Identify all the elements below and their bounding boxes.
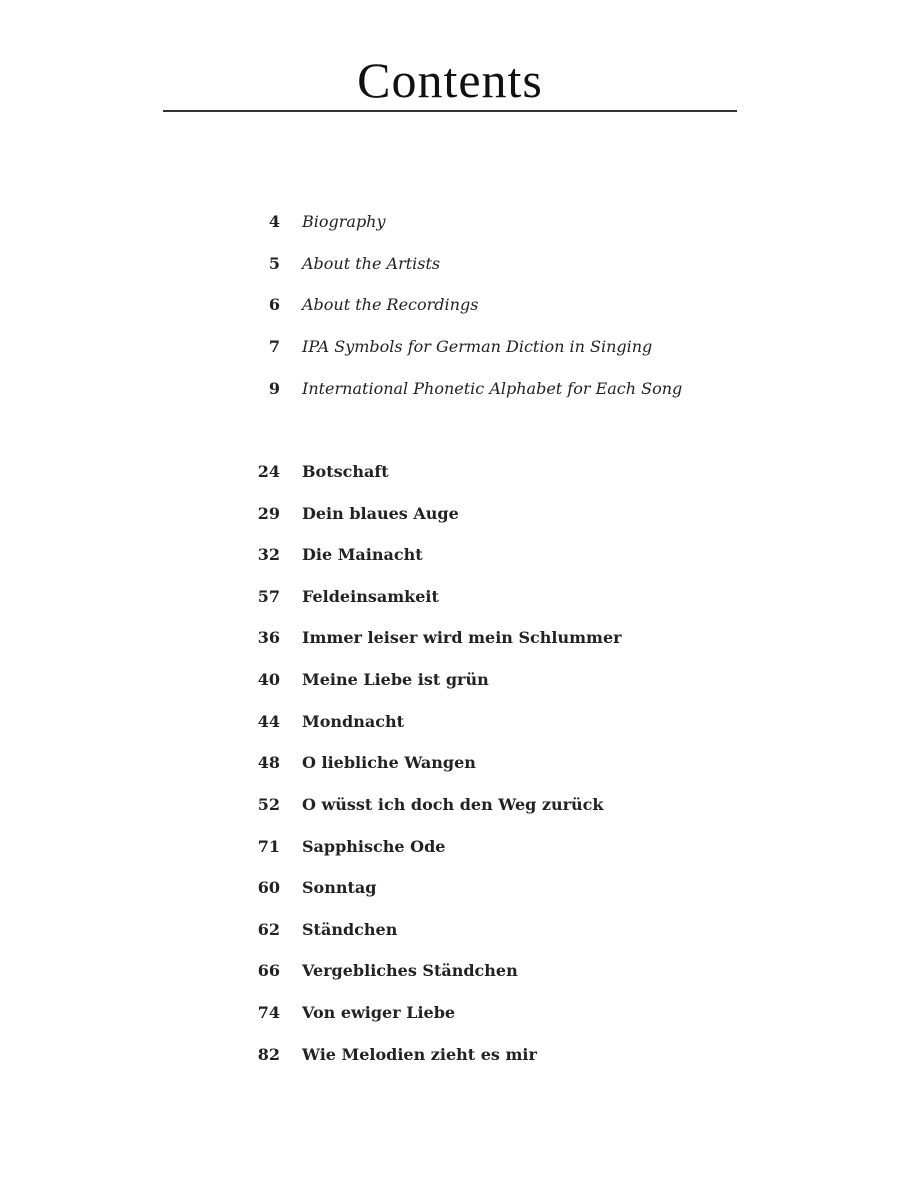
toc-entry-song[interactable]: [236, 712, 756, 738]
entry-title: About the Artists: [302, 254, 441, 273]
page-number: 48: [257, 753, 280, 772]
page-number: 44: [257, 712, 280, 731]
song-title: Dein blaues Auge: [302, 504, 459, 523]
song-title: Mondnacht: [302, 712, 404, 731]
song-title: Sapphische Ode: [302, 837, 446, 856]
song-title: Vergebliches Ständchen: [302, 961, 518, 980]
song-title: Botschaft: [302, 462, 389, 481]
page-number: 40: [257, 670, 280, 689]
toc-entry-ipa-each-song[interactable]: [236, 379, 756, 405]
song-title: Meine Liebe ist grün: [302, 670, 489, 689]
page-number: 6: [268, 295, 280, 314]
page-number: 36: [257, 628, 280, 647]
page-number: 66: [257, 961, 280, 980]
toc-entry-song[interactable]: [236, 670, 756, 696]
song-title: Sonntag: [302, 878, 377, 897]
page-number: 7: [268, 337, 280, 356]
toc-entry-song[interactable]: [236, 837, 756, 863]
page-number: 4: [268, 212, 280, 231]
entry-title: Biography: [302, 212, 386, 231]
toc-entry-about-recordings[interactable]: [236, 295, 756, 321]
toc-entry-song[interactable]: [236, 504, 756, 530]
toc-entry-song[interactable]: [236, 878, 756, 904]
entry-title: About the Recordings: [302, 295, 479, 314]
page-number: 52: [257, 795, 280, 814]
page-title: Contents: [357, 52, 543, 108]
song-title: Feldeinsamkeit: [302, 587, 439, 606]
toc-entry-song[interactable]: [236, 961, 756, 987]
page-number: 29: [257, 504, 280, 523]
toc-entry-song[interactable]: [236, 628, 756, 654]
song-title: O wüsst ich doch den Weg zurück: [302, 795, 604, 814]
toc-entry-song[interactable]: [236, 1045, 756, 1071]
toc-entry-song[interactable]: [236, 545, 756, 571]
song-title: Ständchen: [302, 920, 398, 939]
page-number: 82: [257, 1045, 280, 1064]
page-number: 24: [257, 462, 280, 481]
toc-entry-song[interactable]: [236, 920, 756, 946]
toc-entry-song[interactable]: [236, 795, 756, 821]
entry-title: International Phonetic Alphabet for Each Song: [302, 379, 683, 398]
song-title: Die Mainacht: [302, 545, 423, 564]
page-number: 74: [257, 1003, 280, 1022]
toc-entry-ipa-symbols[interactable]: [236, 337, 756, 363]
toc-entry-song[interactable]: [236, 753, 756, 779]
page-number: 57: [257, 587, 280, 606]
entry-title: IPA Symbols for German Diction in Singing: [302, 337, 653, 356]
song-title: Von ewiger Liebe: [302, 1003, 456, 1022]
page-number: 9: [268, 379, 280, 398]
song-title: Wie Melodien zieht es mir: [302, 1045, 537, 1064]
toc-entry-song[interactable]: [236, 462, 756, 488]
title-rule: [163, 110, 737, 112]
page-number: 5: [268, 254, 280, 273]
page-number: 60: [257, 878, 280, 897]
page-number: 71: [257, 837, 280, 856]
song-title: Immer leiser wird mein Schlummer: [302, 628, 622, 647]
page-number: 32: [257, 545, 280, 564]
page-number: 62: [257, 920, 280, 939]
song-title: O liebliche Wangen: [302, 753, 476, 772]
toc-entry-about-artists[interactable]: [236, 254, 756, 280]
toc-entry-song[interactable]: [236, 587, 756, 613]
toc-entry-biography[interactable]: [236, 212, 756, 238]
toc-entry-song[interactable]: [236, 1003, 756, 1029]
